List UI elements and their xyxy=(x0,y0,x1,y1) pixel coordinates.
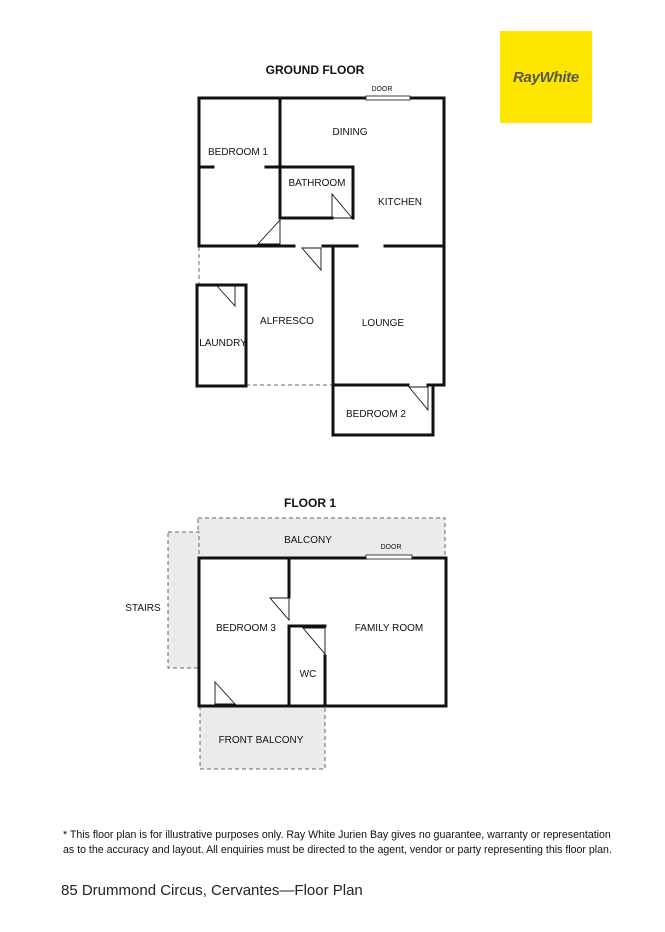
floor-1-title: FLOOR 1 xyxy=(283,496,337,510)
room-label-alfresco: ALFRESCO xyxy=(260,316,314,327)
footer-title: 85 Drummond Circus, Cervantes—Floor Plan xyxy=(61,882,363,899)
ground-floor-title: GROUND FLOOR xyxy=(265,63,365,77)
room-label-bedroom-2: BEDROOM 2 xyxy=(345,409,407,420)
room-label-bedroom-1: BEDROOM 1 xyxy=(207,147,269,158)
room-label-laundry: LAUNDRY xyxy=(199,338,247,349)
floor-1-door-swings xyxy=(215,598,325,704)
logo-text: RayWhite xyxy=(513,68,579,86)
room-label-front-balcony: FRONT BALCONY xyxy=(218,735,304,746)
room-label-bedroom-3: BEDROOM 3 xyxy=(215,623,277,634)
room-label-family-room: FAMILY ROOM xyxy=(354,623,424,634)
room-label-wc: WC xyxy=(299,669,317,680)
door-swings xyxy=(217,194,428,410)
door-label: DOOR xyxy=(371,86,393,93)
room-label-kitchen: KITCHEN xyxy=(378,197,422,208)
ground-floor-plan xyxy=(197,63,444,435)
front-door xyxy=(366,86,410,100)
room-label-balcony: BALCONY xyxy=(284,535,332,546)
room-label-stairs: STAIRS xyxy=(125,603,161,614)
raywhite-logo xyxy=(500,31,592,123)
room-label-bathroom: BATHROOM xyxy=(288,178,346,189)
room-label-dining: DINING xyxy=(332,127,368,138)
floor-1-plan xyxy=(125,496,446,769)
disclaimer-text: * This floor plan is for illustrative purposes only. Ray White Jurien Bay gives no guarantee, warranty or representation as to the accuracy and layout. All enquiries must be directed to the agent, vendor or party representing this floor plan. xyxy=(63,829,612,856)
door-label: DOOR xyxy=(380,544,402,551)
room-label-lounge: LOUNGE xyxy=(361,318,405,329)
